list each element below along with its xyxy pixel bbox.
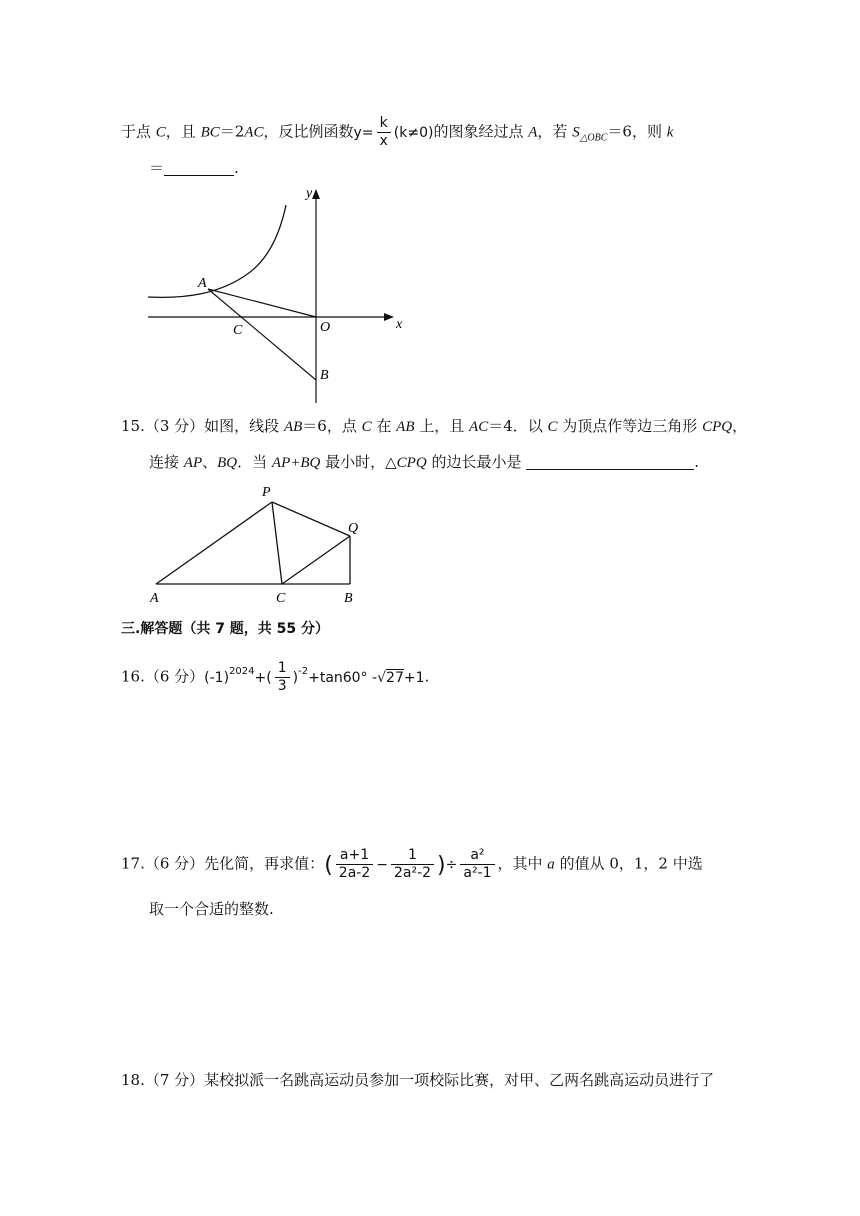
term: ): [292, 669, 299, 686]
var-k: k: [666, 124, 674, 141]
text: 的值从 0，1，2 中选: [554, 854, 703, 873]
frac-den: 2a-2: [338, 865, 371, 881]
text: ，其中: [497, 854, 548, 873]
segment-label: AC: [244, 124, 264, 141]
label-P: P: [262, 485, 271, 500]
sqrt-radicand: 27: [386, 669, 404, 686]
label-x: x: [396, 317, 403, 332]
label-Q: Q: [348, 521, 359, 536]
text: （7 分）某校拟派一名跳高运动员参加一项校际比赛，对甲、乙两名跳高运动员进行了: [144, 1071, 715, 1089]
label-A: A: [198, 276, 207, 291]
term: -: [372, 669, 378, 686]
q14-line2: [149, 157, 239, 179]
var-a: a: [547, 856, 555, 873]
segment-PQ: [272, 502, 350, 536]
text: 在: [371, 417, 397, 435]
inverse-function-formula: [353, 115, 434, 149]
segment-CQ: [282, 536, 350, 584]
q15-line1: [121, 415, 747, 438]
label-B: B: [344, 591, 353, 606]
label-B: B: [320, 368, 329, 383]
text: ＝: [149, 159, 165, 177]
text: .: [234, 159, 239, 177]
text: .: [694, 453, 699, 471]
frac-den: 2a²-2: [393, 865, 432, 881]
segment-label: AP: [183, 455, 203, 471]
q15-line2: [149, 451, 699, 474]
text: 、: [202, 453, 218, 471]
text: （6 分）: [144, 667, 205, 686]
text: ，若: [537, 122, 573, 141]
term: (-1): [204, 669, 230, 686]
frac-den: 3: [277, 678, 287, 694]
text: ＝2: [219, 122, 245, 141]
question-number: 15.: [121, 417, 145, 435]
text: 最小时，△: [320, 453, 397, 471]
frac-num: k: [377, 115, 391, 133]
text: ＝6，则: [607, 122, 667, 141]
paren-close: ): [437, 852, 446, 878]
text: ，反比例函数: [263, 122, 354, 141]
text: ，: [732, 417, 748, 435]
answer-blank[interactable]: [526, 453, 694, 470]
label-y: y: [306, 186, 313, 201]
text: ＝4．以: [488, 417, 548, 435]
text: ．当: [237, 453, 272, 471]
operator: ÷: [445, 856, 458, 873]
segment-label: AC: [469, 419, 489, 435]
triangle-label: CPQ: [396, 455, 427, 471]
text: 的图象经过点: [433, 122, 529, 141]
y-axis-arrow: [312, 189, 320, 199]
segment-label: AB: [396, 419, 415, 435]
frac-num: 1: [391, 847, 434, 865]
text: 连接: [149, 453, 184, 471]
x-axis-arrow: [384, 313, 394, 321]
fraction: [377, 115, 391, 150]
text: ＝6，点: [302, 417, 362, 435]
segment-label: BQ: [217, 455, 238, 471]
label-O: O: [320, 320, 331, 335]
fraction: [275, 660, 290, 695]
text: 于点: [121, 122, 156, 141]
hyperbola-curve: [148, 205, 286, 297]
term: +1: [403, 669, 425, 686]
text: 为顶点作等边三角形: [557, 417, 703, 435]
label-C: C: [276, 591, 286, 606]
point-label: C: [547, 419, 558, 435]
q17-line1: [121, 847, 703, 882]
point-label: C: [155, 124, 166, 141]
question-number: 18.: [121, 1071, 145, 1089]
label-C: C: [233, 323, 243, 338]
q17-expression: [324, 847, 497, 881]
text: ，且: [165, 122, 201, 141]
segment-label: BC: [200, 124, 220, 141]
text: （3 分）如图，线段: [144, 417, 284, 435]
question-number: 17.: [121, 854, 145, 873]
segment-AP: [156, 502, 272, 584]
section-heading: 三.解答题（共 7 题，共 55 分）: [121, 621, 330, 637]
term: +tan60°: [308, 669, 368, 686]
frac-num: a²: [460, 847, 494, 865]
frac-num: 1: [275, 660, 290, 678]
func-y: y=: [353, 124, 374, 141]
figure-q14: [148, 183, 408, 408]
area-symbol: S: [572, 124, 580, 141]
func-cond: (k≠0): [393, 124, 434, 141]
exponent: -2: [298, 665, 309, 677]
q14-line1: [121, 115, 673, 150]
q16-expression: [204, 660, 425, 694]
text: 上，且: [414, 417, 470, 435]
label-A: A: [150, 591, 159, 606]
sqrt-sign: √: [377, 669, 387, 686]
segment-PC: [272, 502, 282, 584]
fraction-1: [336, 847, 373, 882]
triangle-label: CPQ: [702, 419, 733, 435]
operator: −: [376, 856, 388, 873]
q16-line: [121, 660, 429, 695]
question-number: 16.: [121, 667, 145, 686]
text: .: [424, 667, 430, 686]
frac-num: a+1: [336, 847, 373, 865]
answer-blank[interactable]: [164, 159, 234, 176]
figure-q15: [146, 480, 366, 608]
paren-open: (: [324, 852, 333, 878]
fraction-3: [460, 847, 494, 882]
q17-line2: 取一个合适的整数.: [149, 900, 274, 918]
text: 的边长最小是: [426, 453, 527, 471]
exponent: 2024: [229, 665, 255, 677]
point-label: C: [361, 419, 372, 435]
fraction-2: [391, 847, 434, 882]
frac-den: a²-1: [463, 865, 492, 881]
q18-line1: [121, 1069, 714, 1091]
segment-label: AB: [283, 419, 303, 435]
area-subscript: △OBC: [579, 132, 608, 144]
expression: AP+BQ: [271, 455, 321, 471]
frac-den: x: [379, 133, 388, 149]
point-label: A: [528, 124, 538, 141]
text: （6 分）先化简，再求值：: [144, 854, 325, 873]
term: +(: [254, 669, 272, 686]
